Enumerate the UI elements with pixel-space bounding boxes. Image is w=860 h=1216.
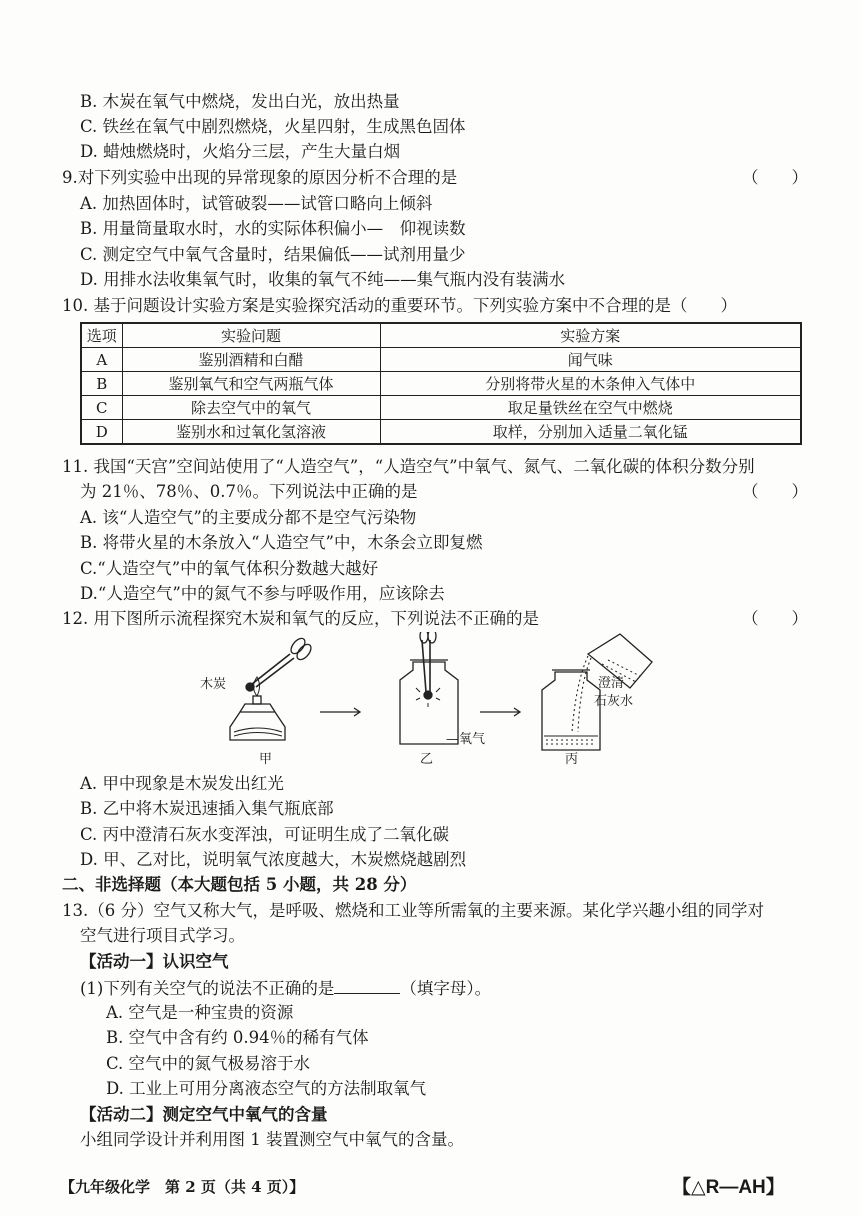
q12-option-d: D. 甲、乙对比，说明氧气浓度越大，木炭燃烧越剧烈: [80, 850, 467, 869]
q11-answer-paren: （ ）: [742, 482, 808, 501]
table-cell: D: [81, 420, 122, 445]
q13-stem-line2: 空气进行项目式学习。: [80, 926, 245, 945]
header-option: 选项: [81, 323, 122, 348]
tongs-icon: [246, 636, 314, 691]
q13-option-a: A. 空气是一种宝贵的资源: [106, 1003, 294, 1022]
q12-option-a: A. 甲中现象是木炭发出红光: [80, 774, 284, 793]
section-heading: 二、非选择题（本大题包括 5 小题，共 28 分）: [62, 875, 417, 894]
q13-sub1-text: (1)下列有关空气的说法不正确的是: [80, 979, 335, 998]
label-jia: 甲: [259, 752, 273, 767]
q11-stem-line1: 11. 我国“天宫”空间站使用了“人造空气”，“人造空气”中氧气、氮气、二氧化碳的体积分数分别: [62, 457, 755, 476]
activity-two-heading: 【活动二】测定空气中氧气的含量: [80, 1105, 328, 1124]
table-cell: 分别将带火星的木条伸入气体中: [380, 372, 801, 396]
table-cell: 鉴别水和过氧化氢溶液: [122, 420, 380, 445]
table-cell: A: [81, 348, 122, 372]
table-cell: B: [81, 372, 122, 396]
answer-blank[interactable]: [334, 975, 400, 994]
q9-answer-paren: （ ）: [742, 168, 808, 187]
q13-sub1-suffix: （填字母）。: [400, 979, 492, 998]
q8-option-d: D. 蜡烛燃烧时，火焰分三层，产生大量白烟: [80, 142, 401, 161]
table-cell: 除去空气中的氧气: [122, 396, 380, 420]
q8-option-b: B. 木炭在氧气中燃烧，发出白光，放出热量: [80, 92, 400, 111]
q12-option-b: B. 乙中将木炭迅速插入集气瓶底部: [80, 799, 334, 818]
label-limewater-line2: 石灰水: [594, 694, 634, 709]
table-row: [81, 396, 801, 420]
q13-text: 小组同学设计并利用图 1 装置测空气中氧气的含量。: [80, 1130, 464, 1149]
q12-answer-paren: （ ）: [742, 609, 808, 628]
table-row: [81, 348, 801, 372]
table-row: [81, 372, 801, 396]
table-cell: 取样，分别加入适量二氧化锰: [380, 420, 801, 445]
label-yi: 乙: [420, 752, 434, 767]
q9-stem: 9.对下列实验中出现的异常现象的原因分析不合理的是: [62, 168, 458, 187]
q11-option-c: C.“人造空气”中的氧气体积分数越大越好: [80, 559, 379, 578]
table-row: [81, 420, 801, 445]
header-question: 实验问题: [122, 323, 380, 348]
q9-option-b: B. 用量筒量取水时，水的实际体积偏小— 仰视读数: [80, 219, 466, 238]
table-cell: C: [81, 396, 122, 420]
arrow-icon: [480, 708, 520, 716]
table-cell: 鉴别酒精和白醋: [122, 348, 380, 372]
q9-option-a: A. 加热固体时，试管破裂——试管口略向上倾斜: [80, 194, 433, 213]
q13-option-b: B. 空气中含有约 0.94％的稀有气体: [106, 1028, 369, 1047]
q13-sub1: [80, 975, 491, 1001]
q12-stem: 12. 用下图所示流程探究木炭和氧气的反应，下列说法不正确的是: [62, 609, 539, 628]
q12-option-c: C. 丙中澄清石灰水变浑浊，可证明生成了二氧化碳: [80, 825, 450, 844]
footer-code: 【△R—AH】: [672, 1177, 785, 1198]
q12-experiment-figure: [190, 632, 660, 772]
label-oxygen: —氧气: [446, 732, 486, 747]
gas-jar-icon: [542, 670, 600, 750]
q10-stem: 10. 基于问题设计实验方案是实验探究活动的重要环节。下列实验方案中不合理的是（ ）: [62, 296, 737, 315]
table-cell: 鉴别氧气和空气两瓶气体: [122, 372, 380, 396]
activity-one-heading: 【活动一】认识空气: [80, 952, 229, 971]
table-header-row: [81, 323, 801, 348]
q10-table: [80, 322, 802, 445]
label-limewater-line1: 澄清: [598, 676, 625, 691]
label-bing: 丙: [565, 752, 579, 767]
q11-option-a: A. 该“人造空气”的主要成分都不是空气污染物: [80, 508, 417, 527]
q11-option-b: B. 将带火星的木条放入“人造空气”中，木条会立即复燃: [80, 533, 483, 552]
q9-option-c: C. 测定空气中氧气含量时，结果偏低——试剂用量少: [80, 245, 466, 264]
table-cell: 取足量铁丝在空气中燃烧: [380, 396, 801, 420]
header-plan: 实验方案: [380, 323, 801, 348]
table-cell: 闻气味: [380, 348, 801, 372]
q13-stem-line1: 13.（6 分）空气又称大气，是呼吸、燃烧和工业等所需氧的主要来源。某化学兴趣小组的同学对: [62, 901, 764, 920]
q11-stem-line2: 为 21％、78％、0.7％。下列说法中正确的是: [80, 482, 418, 501]
gas-jar-icon: [400, 632, 458, 744]
q8-option-c: C. 铁丝在氧气中剧烈燃烧，火星四射，生成黑色固体: [80, 117, 466, 136]
arrow-icon: [320, 708, 360, 716]
footer-page-info: 【九年级化学 第 2 页（共 4 页）】: [60, 1178, 305, 1196]
q13-option-d: D. 工业上可用分离液态空气的方法制取氧气: [106, 1079, 427, 1098]
q11-option-d: D.“人造空气”中的氮气不参与呼吸作用，应该除去: [80, 584, 445, 603]
q13-option-c: C. 空气中的氮气极易溶于水: [106, 1054, 311, 1073]
label-charcoal: 木炭: [200, 677, 227, 692]
q9-option-d: D. 用排水法收集氧气时，收集的氧气不纯——集气瓶内没有装满水: [80, 270, 566, 289]
